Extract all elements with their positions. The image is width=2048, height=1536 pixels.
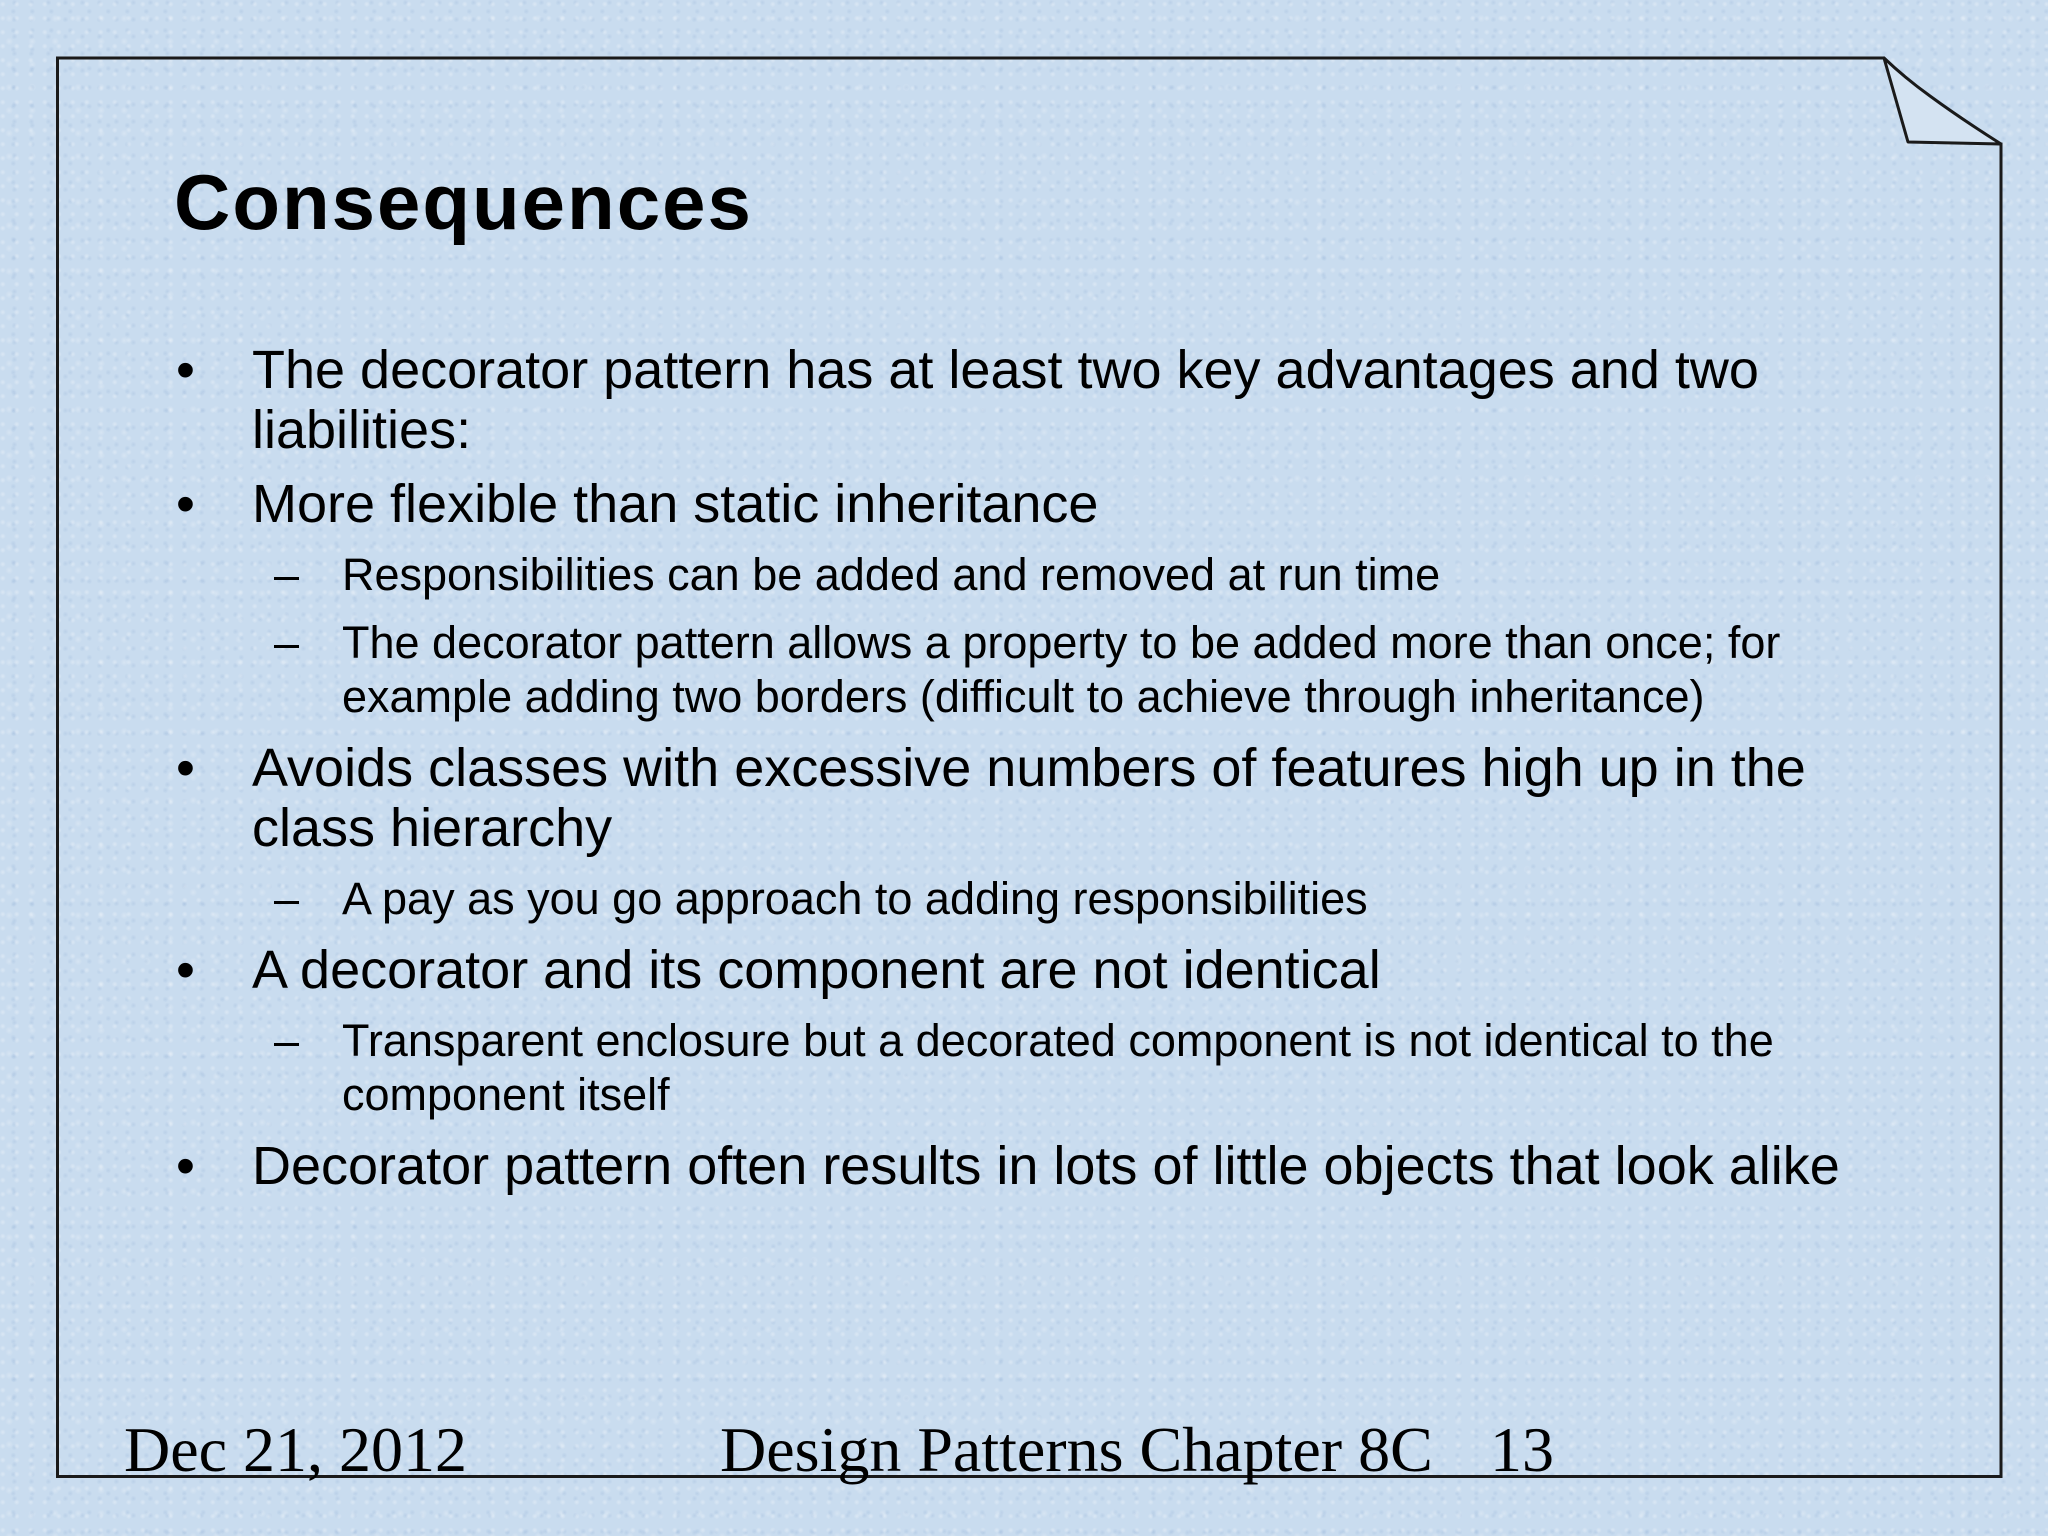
bullet-item [174, 1136, 1874, 1196]
bullet-marker: • [176, 340, 195, 400]
bullet-text: Decorator pattern often results in lots of little objects that look alike [252, 1136, 1840, 1196]
sub-bullet-text: The decorator pattern allows a property to be added more than once; for example adding two borders (difficult to achieve through inheritance) [342, 617, 1781, 722]
sub-bullet-marker: – [274, 617, 300, 668]
sub-bullet-item [174, 616, 1874, 724]
sub-bullet-marker: – [274, 1015, 300, 1066]
bullet-item [174, 738, 1874, 858]
footer-page-number: 13 [1490, 1414, 1554, 1485]
sub-bullet-marker: – [274, 549, 300, 600]
bullet-item [174, 474, 1874, 534]
footer-date: Dec 21, 2012 [124, 1414, 468, 1485]
bullet-text: Avoids classes with excessive numbers of features high up in the class hierarchy [252, 738, 1806, 858]
sub-bullet-item [174, 548, 1874, 602]
bullet-text: The decorator pattern has at least two key advantages and two liabilities: [252, 340, 1759, 460]
sub-bullet-marker: – [274, 873, 300, 924]
sub-bullet-text: A pay as you go approach to adding responsibilities [342, 873, 1368, 924]
bullet-text: More flexible than static inheritance [252, 474, 1099, 534]
bullet-marker: • [176, 940, 195, 1000]
bullet-item [174, 340, 1874, 460]
sub-bullet-item [174, 1014, 1874, 1122]
sub-bullet-text: Responsibilities can be added and removed at run time [342, 549, 1441, 600]
bullet-marker: • [176, 738, 195, 798]
bullet-marker: • [176, 1136, 195, 1196]
sub-bullet-text: Transparent enclosure but a decorated component is not identical to the component itself [342, 1015, 1774, 1120]
bullet-marker: • [176, 474, 195, 534]
slide-content [174, 340, 1874, 1210]
sub-bullet-item [174, 872, 1874, 926]
footer-chapter: Design Patterns Chapter 8C [720, 1414, 1433, 1485]
slide-title: Consequences [174, 158, 753, 246]
bullet-text: A decorator and its component are not identical [252, 940, 1381, 1000]
bullet-item [174, 940, 1874, 1000]
